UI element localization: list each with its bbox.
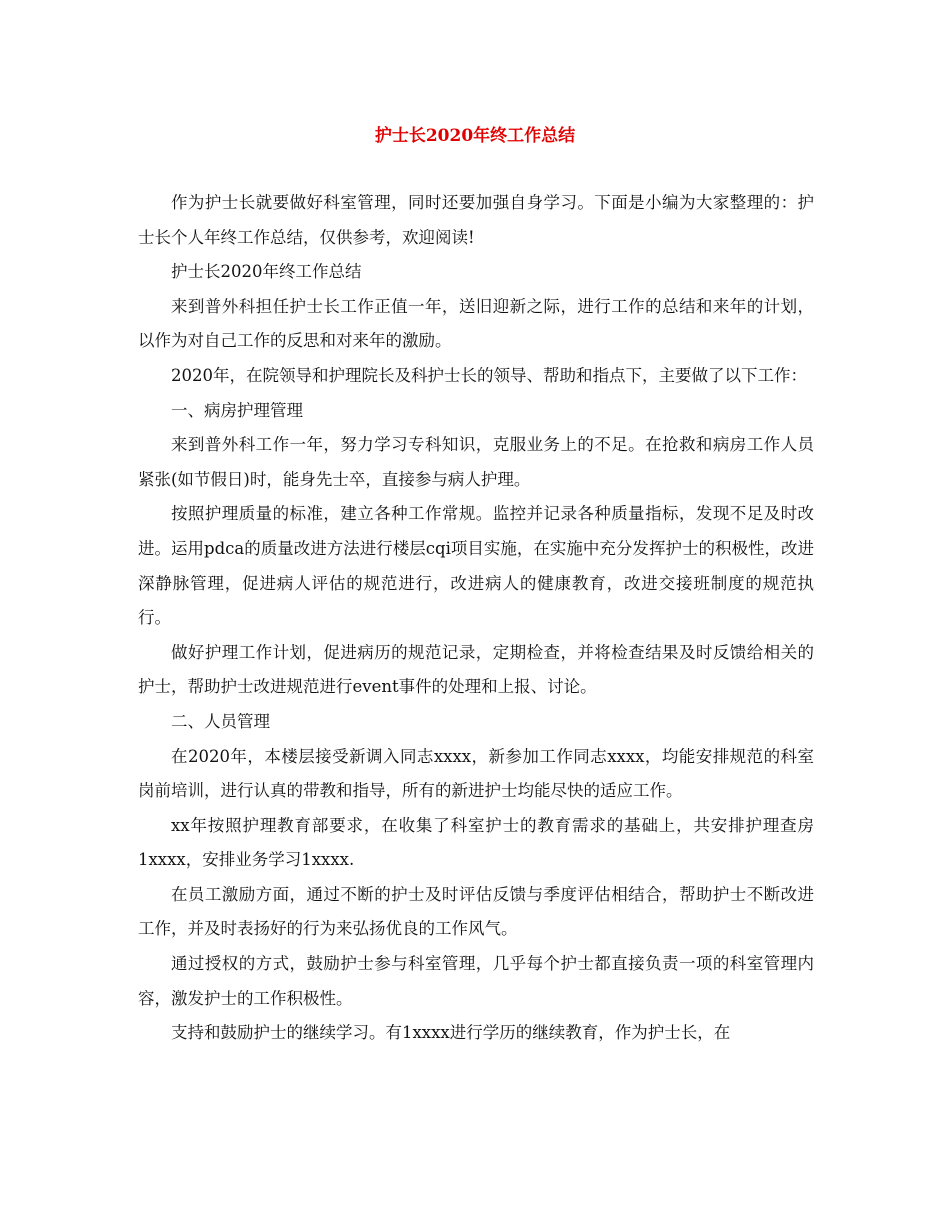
document-title: 护士长2020年终工作总结 <box>374 126 576 146</box>
paragraph-intro: 作为护士长就要做好科室管理，同时还要加强自身学习。下面是小编为大家整理的：护士长个人年终工作总结，仅供参考，欢迎阅读! <box>138 193 814 247</box>
paragraph-opening: 来到普外科担任护士长工作正值一年，送旧迎新之际，进行工作的总结和来年的计划，以作为对自己工作的反思和对来年的激励。 <box>138 296 814 351</box>
paragraph-summary: 2020年，在院领导和护理院长及科护士长的领导、帮助和指点下，主要做了以下工作： <box>171 365 807 385</box>
section-heading-ward-management: 一、病房护理管理 <box>171 400 303 420</box>
paragraph-ward-2: 按照护理质量的标准，建立各种工作常规。监控并记录各种质量指标，发现不足及时改进。运用pdca的质量改进方法进行楼层cqi项目实施，在实施中充分发挥护士的积极性，改进深静脉管理，促进病人评估的规范进行，改进病人的健康教育，改进交接班制度的规范执行。 <box>138 504 814 628</box>
section-heading-staff-management: 二、人员管理 <box>171 711 270 731</box>
paragraph-staff-2: xx年按照护理教育部要求，在收集了科室护士的教育需求的基础上，共安排护理查房1xxxx，安排业务学习1xxxx. <box>138 815 814 870</box>
paragraph-subtitle: 护士长2020年终工作总结 <box>171 262 362 282</box>
document-body <box>138 186 814 1051</box>
paragraph-staff-4: 通过授权的方式，鼓励护士参与科室管理，几乎每个护士都直接负责一项的科室管理内容，激发护士的工作积极性。 <box>138 954 814 1008</box>
paragraph-staff-3: 在员工激励方面，通过不断的护士及时评估反馈与季度评估相结合，帮助护士不断改进工作，并及时表扬好的行为来弘扬优良的工作风气。 <box>138 884 814 939</box>
paragraph-staff-1: 在2020年，本楼层接受新调入同志xxxx，新参加工作同志xxxx，均能安排规范的科室岗前培训，进行认真的带教和指导，所有的新进护士均能尽快的适应工作。 <box>138 746 814 801</box>
paragraph-ward-1: 来到普外科工作一年，努力学习专科知识，克服业务上的不足。在抢救和病房工作人员紧张(如节假日)时，能身先士卒，直接参与病人护理。 <box>138 435 814 489</box>
paragraph-ward-3: 做好护理工作计划，促进病历的规范记录，定期检查，并将检查结果及时反馈给相关的护士，帮助护士改进规范进行event事件的处理和上报、讨论。 <box>138 642 814 697</box>
paragraph-staff-5: 支持和鼓励护士的继续学习。有1xxxx进行学历的继续教育，作为护士长，在 <box>171 1023 731 1043</box>
